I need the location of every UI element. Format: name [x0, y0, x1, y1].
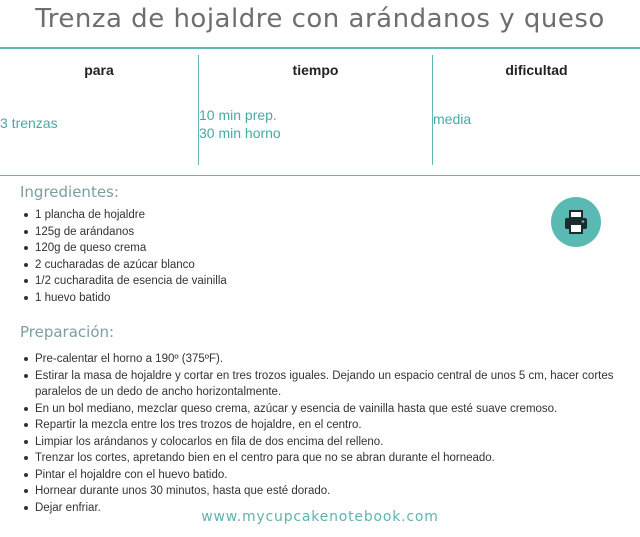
para-label: para [84, 62, 114, 78]
info-bottom-divider [0, 175, 640, 176]
ingredients-title: Ingredientes: [20, 183, 119, 201]
ingredients-list [22, 207, 522, 306]
ingredient-item: 120g de queso crema [22, 240, 522, 257]
print-button[interactable] [551, 197, 601, 247]
info-tiempo [199, 62, 432, 78]
para-value: 3 trenzas [0, 115, 58, 131]
tiempo-horno-value: 30 min horno [199, 125, 281, 141]
dificultad-value: media [433, 111, 472, 127]
preparation-step: Hornear durante unos 30 minutos, hasta que esté dorado. [22, 483, 622, 500]
preparation-step: Estirar la masa de hojaldre y cortar en tres trozos iguales. Dejando un espacio central de unos 5 cm, hacer cortes paralelos de un dedo de ancho horizontalmente. [22, 368, 622, 401]
preparation-step: Trenzar los cortes, apretando bien en el centro para que no se abran durante el horneado. [22, 450, 622, 467]
recipe-title: Trenza de hojaldre con arándanos y queso [35, 4, 605, 34]
preparation-step: Pintar el hojaldre con el huevo batido. [22, 467, 622, 484]
ingredient-item: 1 plancha de hojaldre [22, 207, 522, 224]
ingredient-item: 125g de arándanos [22, 224, 522, 241]
preparation-steps [22, 351, 622, 516]
ingredient-item: 2 cucharadas de azúcar blanco [22, 257, 522, 274]
dificultad-label: dificultad [505, 62, 568, 78]
preparation-title: Preparación: [20, 323, 115, 341]
info-para [0, 62, 198, 78]
preparation-step: Repartir la mezcla entre los tres trozos de hojaldre, en el centro. [22, 417, 622, 434]
printer-icon [562, 208, 590, 236]
top-divider [0, 47, 640, 49]
tiempo-prep-value: 10 min prep. [199, 107, 277, 123]
preparation-step: Limpiar los arándanos y colocarlos en fila de dos encima del relleno. [22, 434, 622, 451]
tiempo-label: tiempo [292, 62, 339, 78]
preparation-step: En un bol mediano, mezclar queso crema, azúcar y esencia de vainilla hasta que esté suave cremoso. [22, 401, 622, 418]
preparation-step: Pre-calentar el horno a 190º (375ºF). [22, 351, 622, 368]
info-dificultad [433, 62, 640, 78]
ingredient-item: 1 huevo batido [22, 290, 522, 307]
preparation-step: Dejar enfriar. [22, 500, 622, 517]
footer-website[interactable]: www.mycupcakenotebook.com [201, 509, 439, 525]
ingredient-item: 1/2 cucharadita de esencia de vainilla [22, 273, 522, 290]
